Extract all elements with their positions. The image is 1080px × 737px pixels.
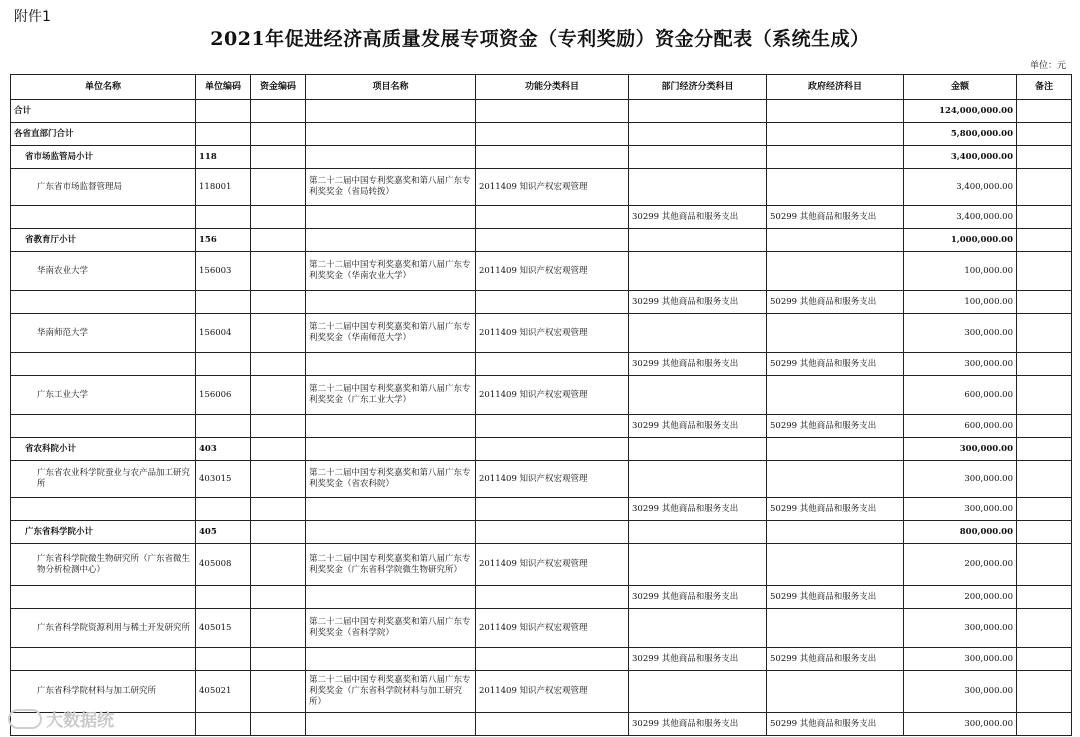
unit-code-cell (196, 415, 251, 438)
table-row (11, 291, 1072, 314)
dept-econ-cell: 30299 其他商品和服务支出 (629, 206, 767, 229)
dept-econ-cell: 30299 其他商品和服务支出 (629, 291, 767, 314)
dept-econ-cell (629, 314, 767, 353)
project-name-cell: 第二十二届中国专利奖嘉奖和第八届广东专利奖奖金（省科学院） (306, 609, 476, 648)
table-row (11, 252, 1072, 291)
note-cell (1017, 376, 1072, 415)
amount-cell: 1,000,000.00 (904, 229, 1017, 252)
note-cell (1017, 498, 1072, 521)
unit-code-cell: 156 (196, 229, 251, 252)
header-gov-econ-category: 政府经济科目 (767, 75, 904, 100)
function-category-cell (476, 353, 629, 376)
fund-code-cell (251, 713, 306, 736)
unit-name-cell: 广东省科学院材料与加工研究所 (11, 671, 196, 713)
unit-name-cell: 广东省科学院微生物研究所（广东省微生物分析检测中心） (11, 544, 196, 586)
dept-econ-cell (629, 461, 767, 498)
note-cell (1017, 586, 1072, 609)
function-category-cell: 2011409 知识产权宏观管理 (476, 252, 629, 291)
amount-cell: 300,000.00 (904, 438, 1017, 461)
unit-code-cell: 403015 (196, 461, 251, 498)
amount-cell: 300,000.00 (904, 671, 1017, 713)
unit-code-cell: 405 (196, 521, 251, 544)
gov-econ-cell (767, 609, 904, 648)
function-category-cell: 2011409 知识产权宏观管理 (476, 461, 629, 498)
unit-code-cell (196, 291, 251, 314)
unit-name-cell (11, 206, 196, 229)
fund-code-cell (251, 100, 306, 123)
table-row (11, 498, 1072, 521)
table-header-row (11, 75, 1072, 100)
gov-econ-cell (767, 521, 904, 544)
fund-code-cell (251, 671, 306, 713)
unit-code-cell (196, 713, 251, 736)
unit-label: 单位：元 (1029, 61, 1066, 71)
note-cell (1017, 521, 1072, 544)
note-cell (1017, 461, 1072, 498)
dept-econ-cell: 30299 其他商品和服务支出 (629, 648, 767, 671)
fund-code-cell (251, 438, 306, 461)
unit-code-cell: 156004 (196, 314, 251, 353)
amount-cell: 800,000.00 (904, 521, 1017, 544)
fund-code-cell (251, 206, 306, 229)
dept-econ-cell (629, 229, 767, 252)
watermark-logo-icon (8, 709, 42, 729)
table-row (11, 376, 1072, 415)
amount-cell: 300,000.00 (904, 461, 1017, 498)
project-name-cell: 第二十二届中国专利奖嘉奖和第八届广东专利奖奖金（广东省科学院微生物研究所） (306, 544, 476, 586)
header-fund-code: 资金编码 (251, 75, 306, 100)
fund-code-cell (251, 229, 306, 252)
dept-econ-cell (629, 376, 767, 415)
table-row (11, 229, 1072, 252)
note-cell (1017, 314, 1072, 353)
gov-econ-cell (767, 314, 904, 353)
watermark (8, 706, 114, 731)
amount-cell: 3,400,000.00 (904, 169, 1017, 206)
unit-name-cell: 华南农业大学 (11, 252, 196, 291)
function-category-cell (476, 123, 629, 146)
project-name-cell: 第二十二届中国专利奖嘉奖和第八届广东专利奖奖金（省局转拨） (306, 169, 476, 206)
fund-code-cell (251, 123, 306, 146)
unit-code-cell: 156003 (196, 252, 251, 291)
note-cell (1017, 291, 1072, 314)
watermark-text: 大数据统 (46, 711, 114, 731)
note-cell (1017, 169, 1072, 206)
amount-cell: 5,800,000.00 (904, 123, 1017, 146)
gov-econ-cell (767, 461, 904, 498)
unit-code-cell (196, 648, 251, 671)
project-name-cell (306, 146, 476, 169)
amount-cell: 300,000.00 (904, 609, 1017, 648)
function-category-cell (476, 438, 629, 461)
unit-code-cell (196, 206, 251, 229)
gov-econ-cell: 50299 其他商品和服务支出 (767, 648, 904, 671)
dept-econ-cell: 30299 其他商品和服务支出 (629, 498, 767, 521)
fund-code-cell (251, 521, 306, 544)
gov-econ-cell (767, 376, 904, 415)
amount-cell: 300,000.00 (904, 648, 1017, 671)
project-name-cell (306, 498, 476, 521)
header-unit-name: 单位名称 (11, 75, 196, 100)
table-row (11, 123, 1072, 146)
table-row (11, 415, 1072, 438)
amount-cell: 300,000.00 (904, 713, 1017, 736)
amount-cell: 600,000.00 (904, 376, 1017, 415)
dept-econ-cell: 30299 其他商品和服务支出 (629, 713, 767, 736)
function-category-cell: 2011409 知识产权宏观管理 (476, 609, 629, 648)
function-category-cell (476, 498, 629, 521)
unit-code-cell (196, 586, 251, 609)
unit-code-cell (196, 353, 251, 376)
fund-code-cell (251, 461, 306, 498)
header-project-name: 项目名称 (306, 75, 476, 100)
project-name-cell: 第二十二届中国专利奖嘉奖和第八届广东专利奖奖金（广东工业大学） (306, 376, 476, 415)
function-category-cell (476, 229, 629, 252)
table-row (11, 206, 1072, 229)
table-row (11, 544, 1072, 586)
note-cell (1017, 146, 1072, 169)
amount-cell: 200,000.00 (904, 544, 1017, 586)
gov-econ-cell (767, 544, 904, 586)
unit-name-cell: 各省直部门合计 (11, 123, 196, 146)
table-row (11, 169, 1072, 206)
unit-code-cell: 405015 (196, 609, 251, 648)
gov-econ-cell (767, 169, 904, 206)
fund-code-cell (251, 586, 306, 609)
dept-econ-cell (629, 521, 767, 544)
note-cell (1017, 713, 1072, 736)
dept-econ-cell (629, 100, 767, 123)
project-name-cell: 第二十二届中国专利奖嘉奖和第八届广东专利奖奖金（省农科院） (306, 461, 476, 498)
note-cell (1017, 415, 1072, 438)
unit-name-cell (11, 498, 196, 521)
amount-cell: 300,000.00 (904, 498, 1017, 521)
gov-econ-cell (767, 671, 904, 713)
unit-name-cell: 广东省市场监督管理局 (11, 169, 196, 206)
table-row (11, 146, 1072, 169)
table-row (11, 609, 1072, 648)
table-row (11, 314, 1072, 353)
table-row (11, 100, 1072, 123)
fund-code-cell (251, 146, 306, 169)
project-name-cell (306, 586, 476, 609)
function-category-cell: 2011409 知识产权宏观管理 (476, 169, 629, 206)
function-category-cell: 2011409 知识产权宏观管理 (476, 544, 629, 586)
project-name-cell: 第二十二届中国专利奖嘉奖和第八届广东专利奖奖金（华南师范大学） (306, 314, 476, 353)
header-function-category: 功能分类科目 (476, 75, 629, 100)
unit-code-cell: 156006 (196, 376, 251, 415)
dept-econ-cell (629, 252, 767, 291)
function-category-cell (476, 713, 629, 736)
fund-code-cell (251, 169, 306, 206)
amount-cell: 3,400,000.00 (904, 206, 1017, 229)
note-cell (1017, 100, 1072, 123)
fund-code-cell (251, 376, 306, 415)
unit-code-cell: 118 (196, 146, 251, 169)
function-category-cell: 2011409 知识产权宏观管理 (476, 376, 629, 415)
project-name-cell (306, 206, 476, 229)
unit-name-cell (11, 415, 196, 438)
unit-code-cell: 118001 (196, 169, 251, 206)
unit-name-cell (11, 291, 196, 314)
table-row (11, 671, 1072, 713)
table-row (11, 586, 1072, 609)
gov-econ-cell: 50299 其他商品和服务支出 (767, 713, 904, 736)
project-name-cell (306, 291, 476, 314)
project-name-cell (306, 100, 476, 123)
note-cell (1017, 609, 1072, 648)
header-amount: 金额 (904, 75, 1017, 100)
unit-code-cell: 405008 (196, 544, 251, 586)
fund-code-cell (251, 544, 306, 586)
fund-code-cell (251, 415, 306, 438)
project-name-cell: 第二十二届中国专利奖嘉奖和第八届广东专利奖奖金（华南农业大学） (306, 252, 476, 291)
function-category-cell (476, 415, 629, 438)
fund-code-cell (251, 314, 306, 353)
dept-econ-cell: 30299 其他商品和服务支出 (629, 586, 767, 609)
function-category-cell: 2011409 知识产权宏观管理 (476, 314, 629, 353)
dept-econ-cell (629, 609, 767, 648)
unit-name-cell: 广东省科学院小计 (11, 521, 196, 544)
note-cell (1017, 123, 1072, 146)
project-name-cell (306, 521, 476, 544)
table-row (11, 461, 1072, 498)
fund-code-cell (251, 252, 306, 291)
function-category-cell: 2011409 知识产权宏观管理 (476, 671, 629, 713)
project-name-cell: 第二十二届中国专利奖嘉奖和第八届广东专利奖奖金（广东省科学院材料与加工研究所） (306, 671, 476, 713)
dept-econ-cell (629, 146, 767, 169)
header-dept-econ-category: 部门经济分类科目 (629, 75, 767, 100)
unit-name-cell (11, 353, 196, 376)
unit-name-cell: 省市场监管局小计 (11, 146, 196, 169)
dept-econ-cell (629, 123, 767, 146)
dept-econ-cell (629, 544, 767, 586)
function-category-cell (476, 291, 629, 314)
table-row (11, 353, 1072, 376)
unit-name-cell (11, 586, 196, 609)
gov-econ-cell (767, 438, 904, 461)
function-category-cell (476, 146, 629, 169)
page-title: 2021年促进经济高质量发展专项资金（专利奖励）资金分配表（系统生成） (210, 28, 870, 50)
amount-cell: 3,400,000.00 (904, 146, 1017, 169)
table-row (11, 648, 1072, 671)
unit-code-cell (196, 123, 251, 146)
unit-name-cell (11, 648, 196, 671)
unit-name-cell: 广东省科学院资源利用与稀土开发研究所 (11, 609, 196, 648)
dept-econ-cell: 30299 其他商品和服务支出 (629, 353, 767, 376)
amount-cell: 124,000,000.00 (904, 100, 1017, 123)
gov-econ-cell (767, 146, 904, 169)
project-name-cell (306, 713, 476, 736)
gov-econ-cell (767, 252, 904, 291)
dept-econ-cell (629, 671, 767, 713)
project-name-cell (306, 438, 476, 461)
project-name-cell (306, 415, 476, 438)
amount-cell: 200,000.00 (904, 586, 1017, 609)
function-category-cell (476, 206, 629, 229)
amount-cell: 600,000.00 (904, 415, 1017, 438)
note-cell (1017, 229, 1072, 252)
note-cell (1017, 353, 1072, 376)
project-name-cell (306, 123, 476, 146)
project-name-cell (306, 353, 476, 376)
attachment-label: 附件1 (14, 9, 51, 25)
unit-code-cell (196, 100, 251, 123)
fund-code-cell (251, 609, 306, 648)
dept-econ-cell (629, 438, 767, 461)
header-note: 备注 (1017, 75, 1072, 100)
note-cell (1017, 671, 1072, 713)
unit-name-cell: 省教育厅小计 (11, 229, 196, 252)
fund-code-cell (251, 648, 306, 671)
unit-name-cell: 华南师范大学 (11, 314, 196, 353)
note-cell (1017, 544, 1072, 586)
unit-name-cell: 广东工业大学 (11, 376, 196, 415)
gov-econ-cell: 50299 其他商品和服务支出 (767, 415, 904, 438)
dept-econ-cell (629, 169, 767, 206)
note-cell (1017, 648, 1072, 671)
amount-cell: 100,000.00 (904, 291, 1017, 314)
allocation-table (10, 74, 1072, 736)
table-row (11, 438, 1072, 461)
amount-cell: 100,000.00 (904, 252, 1017, 291)
unit-code-cell: 403 (196, 438, 251, 461)
gov-econ-cell: 50299 其他商品和服务支出 (767, 498, 904, 521)
table-row (11, 521, 1072, 544)
gov-econ-cell: 50299 其他商品和服务支出 (767, 586, 904, 609)
fund-code-cell (251, 498, 306, 521)
gov-econ-cell: 50299 其他商品和服务支出 (767, 353, 904, 376)
note-cell (1017, 206, 1072, 229)
project-name-cell (306, 229, 476, 252)
header-unit-code: 单位编码 (196, 75, 251, 100)
function-category-cell (476, 586, 629, 609)
gov-econ-cell: 50299 其他商品和服务支出 (767, 291, 904, 314)
unit-name-cell: 广东省农业科学院蚕业与农产品加工研究所 (11, 461, 196, 498)
gov-econ-cell (767, 229, 904, 252)
unit-code-cell: 405021 (196, 671, 251, 713)
function-category-cell (476, 521, 629, 544)
dept-econ-cell: 30299 其他商品和服务支出 (629, 415, 767, 438)
amount-cell: 300,000.00 (904, 353, 1017, 376)
gov-econ-cell: 50299 其他商品和服务支出 (767, 206, 904, 229)
unit-name-cell: 合计 (11, 100, 196, 123)
fund-code-cell (251, 353, 306, 376)
fund-code-cell (251, 291, 306, 314)
function-category-cell (476, 100, 629, 123)
function-category-cell (476, 648, 629, 671)
note-cell (1017, 438, 1072, 461)
project-name-cell (306, 648, 476, 671)
table-row (11, 713, 1072, 736)
amount-cell: 300,000.00 (904, 314, 1017, 353)
note-cell (1017, 252, 1072, 291)
gov-econ-cell (767, 100, 904, 123)
unit-code-cell (196, 498, 251, 521)
gov-econ-cell (767, 123, 904, 146)
unit-name-cell: 省农科院小计 (11, 438, 196, 461)
